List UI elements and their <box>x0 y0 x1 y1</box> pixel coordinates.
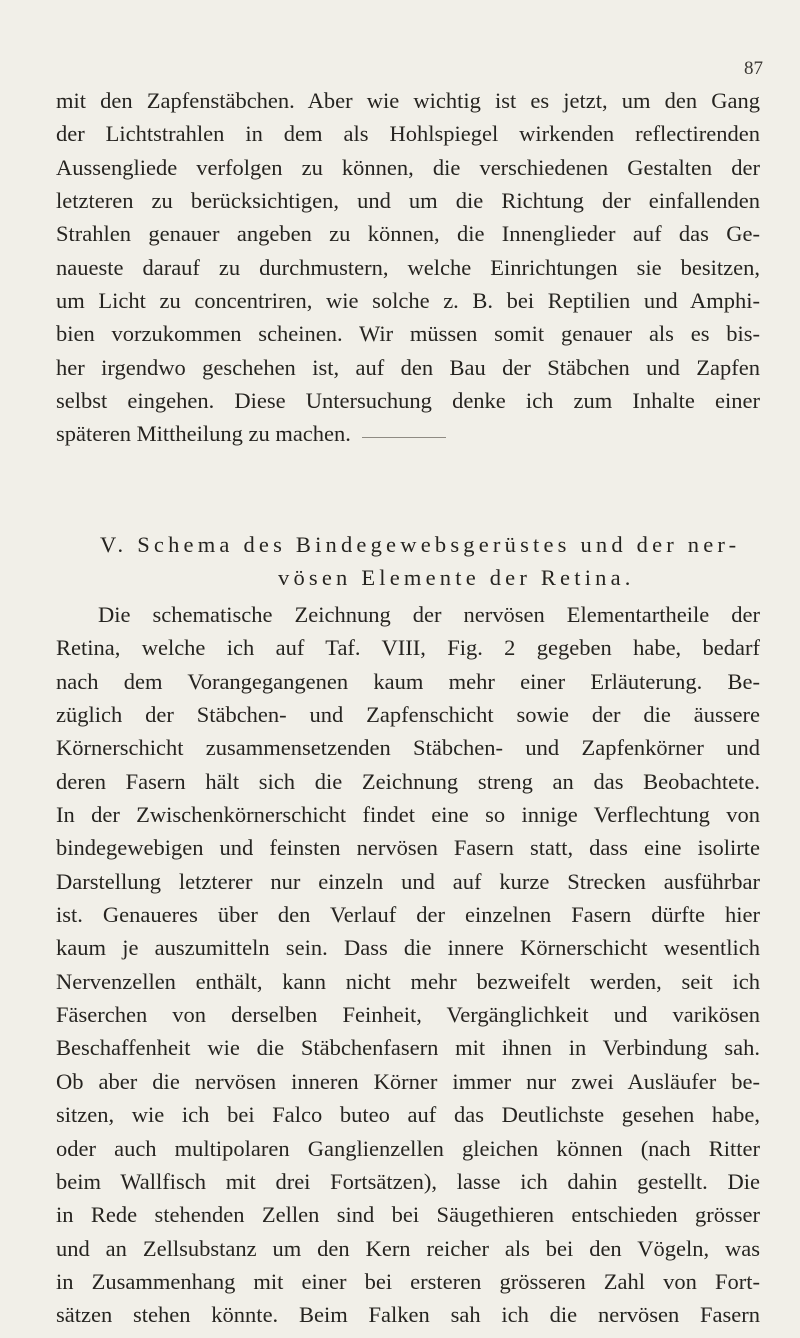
text-line: um Licht zu concentriren, wie solche z. B. bei Reptilien und Amphi- <box>56 288 760 314</box>
text-line: nach dem Vorangegangenen kaum mehr einer Erläuterung. Be- <box>56 668 760 694</box>
text-line: züglich der Stäbchen- und Zapfenschicht sowie der die äussere <box>56 702 760 728</box>
text-line: her irgendwo geschehen ist, auf den Bau der Stäbchen und Zapfen <box>56 354 760 380</box>
text-line: in Zusammenhang mit einer bei ersteren grösseren Zahl von Fort- <box>56 1268 760 1294</box>
text-line: deren Fasern hält sich die Zeichnung streng an das Beobachtete. <box>56 768 760 794</box>
text-line: Strahlen genauer angeben zu können, die Innenglieder auf das Ge- <box>56 221 760 247</box>
text-line: Aussengliede verfolgen zu können, die verschiedenen Gestalten der <box>56 154 760 180</box>
text-line: ist. Genaueres über den Verlauf der einzelnen Fasern dürfte hier <box>56 902 760 928</box>
text-line: Die schematische Zeichnung der nervösen Elementartheile der <box>98 602 760 627</box>
text-line: mit den Zapfenstäbchen. Aber wie wichtig ist es jetzt, um den Gang <box>56 88 760 113</box>
text-line: bien vorzukommen scheinen. Wir müssen somit genauer als es bis- <box>56 321 760 347</box>
text-line: Ob aber die nervösen inneren Körner immer nur zwei Ausläufer be- <box>56 1068 760 1094</box>
text-line: späteren Mittheilung zu machen. <box>56 421 351 447</box>
text-line: sitzen, wie ich bei Falco buteo auf das Deutlichste gesehen habe, <box>56 1102 760 1128</box>
text-line: Beschaffenheit wie die Stäbchenfasern mit ihnen in Verbindung sah. <box>56 1035 760 1061</box>
text-line: Retina, welche ich auf Taf. VIII, Fig. 2 gegeben habe, bedarf <box>56 635 760 661</box>
text-line: kaum je auszumitteln sein. Dass die innere Körnerschicht wesentlich <box>56 935 760 961</box>
text-line: in Rede stehenden Zellen sind bei Säugethieren entschieden grösser <box>56 1202 760 1228</box>
text-line: Fäserchen von derselben Feinheit, Vergänglichkeit und varikösen <box>56 1002 760 1028</box>
page-number: 87 <box>744 58 763 79</box>
text-line: Körnerschicht zusammensetzenden Stäbchen- und Zapfenkörner und <box>56 735 760 761</box>
text-line: Nervenzellen enthält, kann nicht mehr bezweifelt werden, seit ich <box>56 968 760 994</box>
section-divider <box>362 437 446 438</box>
paragraph-1 <box>56 84 760 451</box>
section-heading-line: V. Schema des Bindegewebsgerüstes und der ner- <box>100 532 741 557</box>
text-line: Darstellung letzterer nur einzeln und auf kurze Strecken ausführbar <box>56 868 760 894</box>
text-line: selbst eingehen. Diese Untersuchung denke ich zum Inhalte einer <box>56 388 760 414</box>
section-heading <box>56 528 760 594</box>
text-line: letzteren zu berücksichtigen, und um die Richtung der einfallenden <box>56 188 760 214</box>
text-line: naueste darauf zu durchmustern, welche Einrichtungen sie besitzen, <box>56 254 760 280</box>
text-line: beim Wallfisch mit drei Fortsätzen), lasse ich dahin gestellt. Die <box>56 1168 760 1194</box>
text-line: sätzen stehen könnte. Beim Falken sah ich die nervösen Fasern <box>56 1302 760 1328</box>
text-line: der Lichtstrahlen in dem als Hohlspiegel wirkenden reflectirenden <box>56 121 760 147</box>
paragraph-2 <box>56 598 760 1332</box>
text-line: bindegewebigen und feinsten nervösen Fasern statt, dass eine isolirte <box>56 835 760 861</box>
text-line: und an Zellsubstanz um den Kern reicher als bei den Vögeln, was <box>56 1235 760 1261</box>
text-line: oder auch multipolaren Ganglienzellen gleichen können (nach Ritter <box>56 1135 760 1161</box>
section-heading-line: vösen Elemente der Retina. <box>278 565 635 590</box>
text-line: In der Zwischenkörnerschicht findet eine so innige Verflechtung von <box>56 802 760 828</box>
